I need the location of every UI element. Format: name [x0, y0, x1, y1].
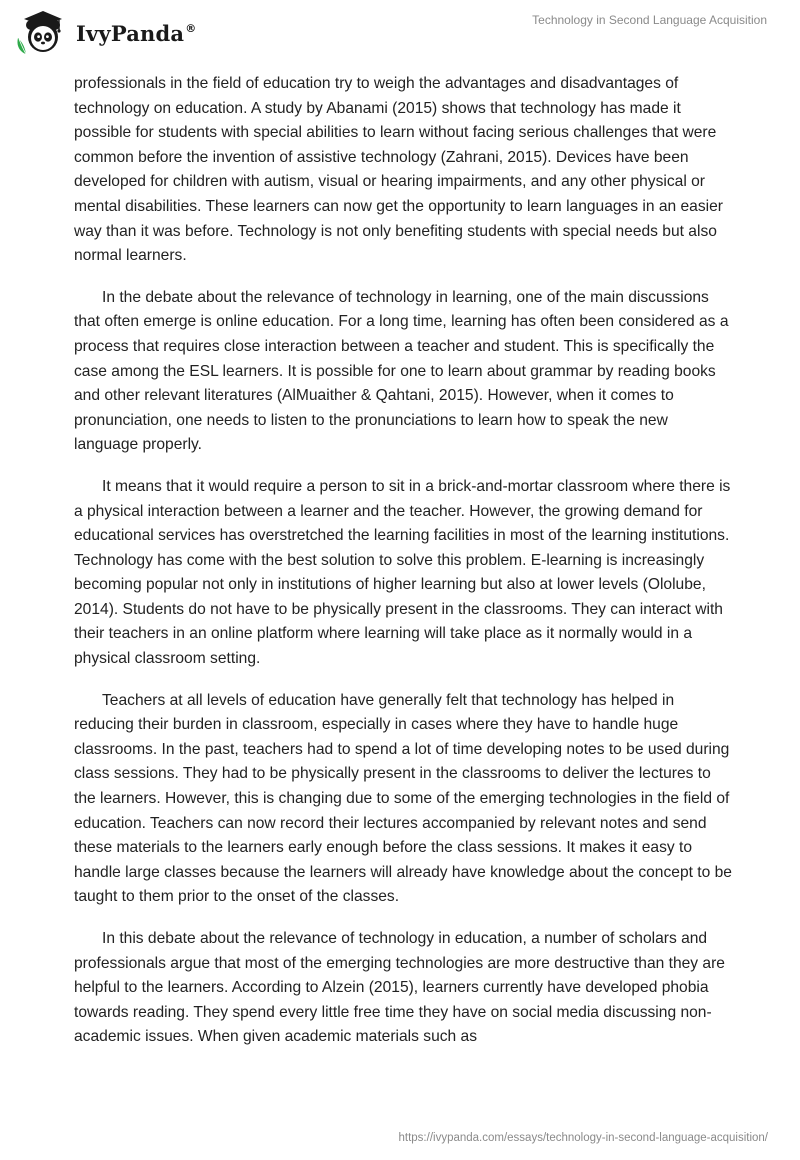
paragraph-5: In this debate about the relevance of technology in education, a number of scholars and professionals argue that most of the emerging technologies are more destructive than they are helpful to the learners. According to Alzein (2015), learners currently have developed phobia towards reading. They spend every little free time they have on social media discussing non-academic issues. When given academic materials such as — [74, 930, 725, 1046]
source-url[interactable]: https://ivypanda.com/essays/technology-in-second-language-acquisition/ — [398, 1132, 768, 1144]
ivypanda-logo[interactable] — [14, 8, 196, 58]
page-header — [0, 0, 800, 60]
panda-logo-icon — [14, 8, 70, 58]
paragraph-4: Teachers at all levels of education have generally felt that technology has helped in reducing their burden in classroom, especially in cases where they have to handle huge classrooms. In the past, teachers had to spend a lot of time developing notes to be used during class sessions. They had to be physically present in the classrooms to deliver the lectures to the learners. However, this is changing due to some of the emerging technologies in the field of education. Teachers can now record their lectures accompanied by relevant notes and send these materials to the learners early enough before the class sessions. It makes it easy to handle large classes because the learners will already have knowledge about the concept to be taught to them prior to the onset of the classes. — [74, 691, 732, 906]
paragraph-2: In the debate about the relevance of technology in learning, one of the main discussions that often emerge is online education. For a long time, learning has often been considered as a process that requires close interaction between a teacher and student. This is specifically the case among the ESL learners. It is possible for one to learn about grammar by reading books and other relevant literatures (AlMuaither & Qahtani, 2015). However, when it comes to pronunciation, one needs to listen to the pronunciations to learn how to speak the new language properly. — [74, 288, 729, 454]
document-title: Technology in Second Language Acquisition — [532, 13, 767, 27]
registered-mark: ® — [185, 21, 197, 35]
paragraph-3: It means that it would require a person to sit in a brick-and-mortar classroom where there is a physical interaction between a learner and the teacher. However, the growing demand for educational services has overstretched the learning facilities in most of the learning institutions. Technology has come with the best solution to solve this problem. E-learning is increasingly becoming popular not only in institutions of higher learning but also at lower levels (Ololube, 2014). Students do not have to be physically present in the classrooms. They can interact with their teachers in an online platform where learning will take place as it normally would in a physical classroom setting. — [74, 477, 731, 668]
essay-body — [74, 72, 734, 1067]
brand-name: IvyPanda® — [76, 20, 197, 46]
paragraph-1: professionals in the field of education try to weigh the advantages and disadvantages of technology on education. A study by Abanami (2015) shows that technology has made it possible for students with special abilities to learn without facing serious challenges that were common before the invention of assistive technology (Zahrani, 2015). Devices have been developed for children with autism, visual or hearing impairments, and any other physical or mental disabilities. These learners can now get the opportunity to learn languages in an easier way than it was before. Technology is not only benefiting students with special needs but also normal learners. — [74, 75, 723, 265]
